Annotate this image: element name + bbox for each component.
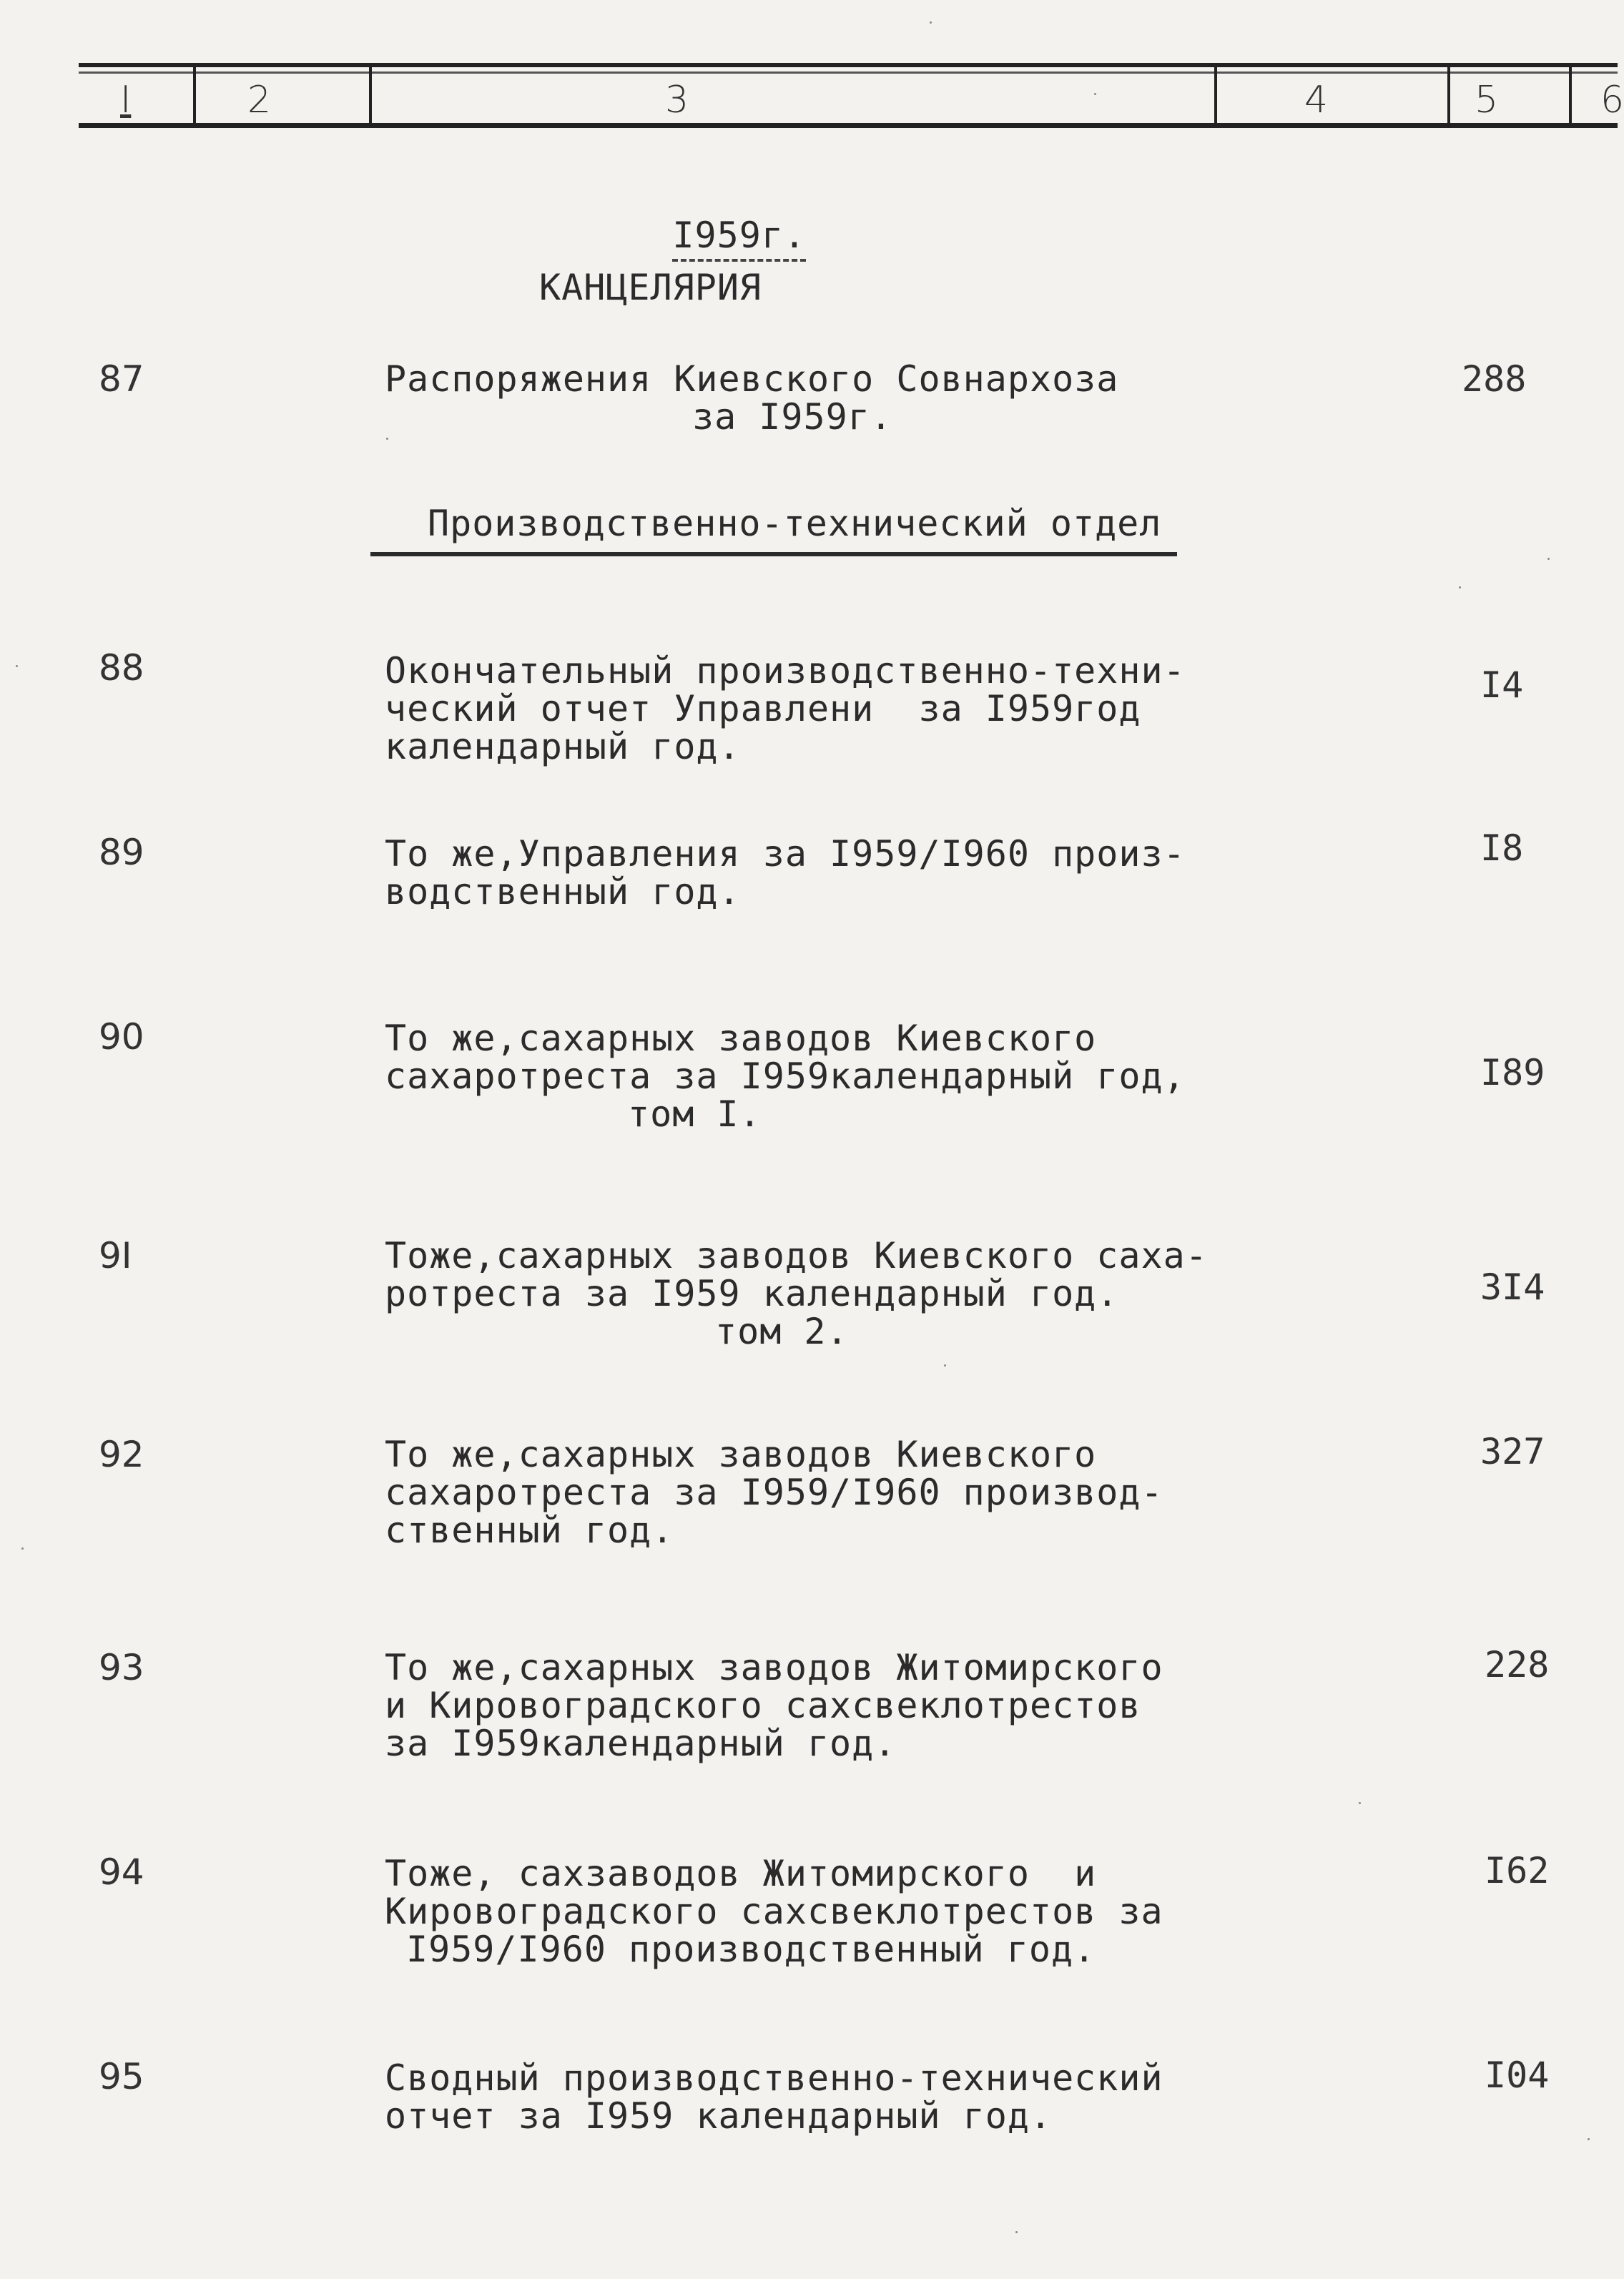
section-heading-chancellery: КАНЦЕЛЯРИЯ (539, 267, 762, 308)
entry-title-line: То же,сахарных заводов Житомирского (385, 1647, 1163, 1688)
entry-number: 90 (99, 1016, 144, 1058)
scan-speck (1547, 558, 1550, 560)
entry-title-line: сахаротреста за I959календарный год, (385, 1055, 1186, 1097)
entry-title-line: Кировоградского сахсвеклотрестов за (385, 1891, 1163, 1932)
column-number-4: 4 (1304, 79, 1329, 122)
entry-title-line: Тоже, сахзаводов Житомирского и (385, 1853, 1097, 1894)
scan-speck (1015, 2231, 1018, 2233)
scan-speck (1588, 2138, 1590, 2140)
scan-speck (1359, 1802, 1361, 1804)
entry-sheet-count: I4 (1480, 664, 1524, 706)
entry-sheet-count: 327 (1480, 1431, 1545, 1472)
entry-sheet-count: I89 (1480, 1052, 1545, 1093)
entry-title-line: ственный год. (385, 1510, 674, 1551)
entry-title-line: Тоже,сахарных заводов Киевского саха- (385, 1235, 1208, 1276)
scan-speck (21, 1547, 24, 1550)
scan-speck (930, 21, 932, 24)
scan-speck (1094, 93, 1096, 95)
entry-number: 93 (99, 1647, 144, 1688)
entry-title-line: водственный год. (385, 871, 741, 912)
entry-title-line: календарный год. (385, 726, 741, 767)
column-divider (369, 67, 372, 126)
entry-sheet-count: 3I4 (1480, 1266, 1545, 1308)
entry-number: 95 (99, 2056, 144, 2097)
entry-title-line: том 2. (715, 1311, 849, 1352)
column-divider (1569, 67, 1572, 126)
entry-title-line: I959/I960 производственный год. (406, 1929, 1096, 1970)
entry-title-line: То же,Управления за I959/I960 произ- (385, 833, 1186, 875)
entry-title-line: ротреста за I959 календарный год. (385, 1273, 1119, 1314)
entry-title-line: Распоряжения Киевского Совнархоза (385, 358, 1119, 400)
entry-number: 9I (99, 1235, 132, 1276)
column-divider (1447, 67, 1450, 126)
column-number-6: 6 (1600, 79, 1624, 122)
entry-title-line: ческий отчет Управлени за I959год (385, 688, 1141, 729)
entry-title-line: за I959г. (692, 396, 892, 438)
column-number-2: 2 (247, 79, 272, 122)
scan-speck (944, 1364, 946, 1367)
entry-number: 89 (99, 832, 144, 873)
entry-number: 88 (99, 647, 144, 689)
entry-sheet-count: I8 (1480, 827, 1524, 869)
column-number-1: I (120, 79, 132, 122)
entry-title-line: То же,сахарных заводов Киевского (385, 1434, 1097, 1475)
entry-number: 94 (99, 1851, 144, 1893)
header-top-rule (79, 63, 1618, 67)
entry-sheet-count: I04 (1485, 2054, 1550, 2096)
section-underline (370, 552, 1177, 556)
entry-number: 87 (99, 358, 144, 400)
entry-title-line: за I959календарный год. (385, 1723, 897, 1764)
entry-sheet-count: 228 (1485, 1644, 1550, 1685)
header-top-rule-thin (79, 72, 1618, 74)
column-divider (1214, 67, 1217, 126)
year-heading: I959г. (672, 215, 806, 262)
scan-speck (1459, 586, 1461, 589)
section-heading-production: Производственно-технический отдел (428, 503, 1162, 544)
scan-speck (386, 438, 388, 440)
entry-title-line: том I. (628, 1093, 762, 1135)
entry-number: 92 (99, 1434, 144, 1475)
scan-speck (16, 665, 18, 667)
entry-title-line: и Кировоградского сахсвеклотрестов (385, 1685, 1141, 1726)
entry-title-line: Сводный производственно-технический (385, 2057, 1163, 2099)
entry-title-line: Окончательный производственно-техни- (385, 650, 1186, 691)
entry-sheet-count: 288 (1462, 358, 1527, 400)
header-bottom-rule (79, 123, 1618, 128)
column-number-3: 3 (665, 79, 689, 122)
entry-title-line: То же,сахарных заводов Киевского (385, 1018, 1097, 1059)
column-header (79, 63, 1624, 132)
entry-sheet-count: I62 (1485, 1850, 1550, 1891)
column-divider (193, 67, 196, 126)
column-number-5: 5 (1475, 79, 1499, 122)
entry-title-line: отчет за I959 календарный год. (385, 2095, 1053, 2137)
entry-title-line: сахаротреста за I959/I960 производ- (385, 1472, 1163, 1513)
